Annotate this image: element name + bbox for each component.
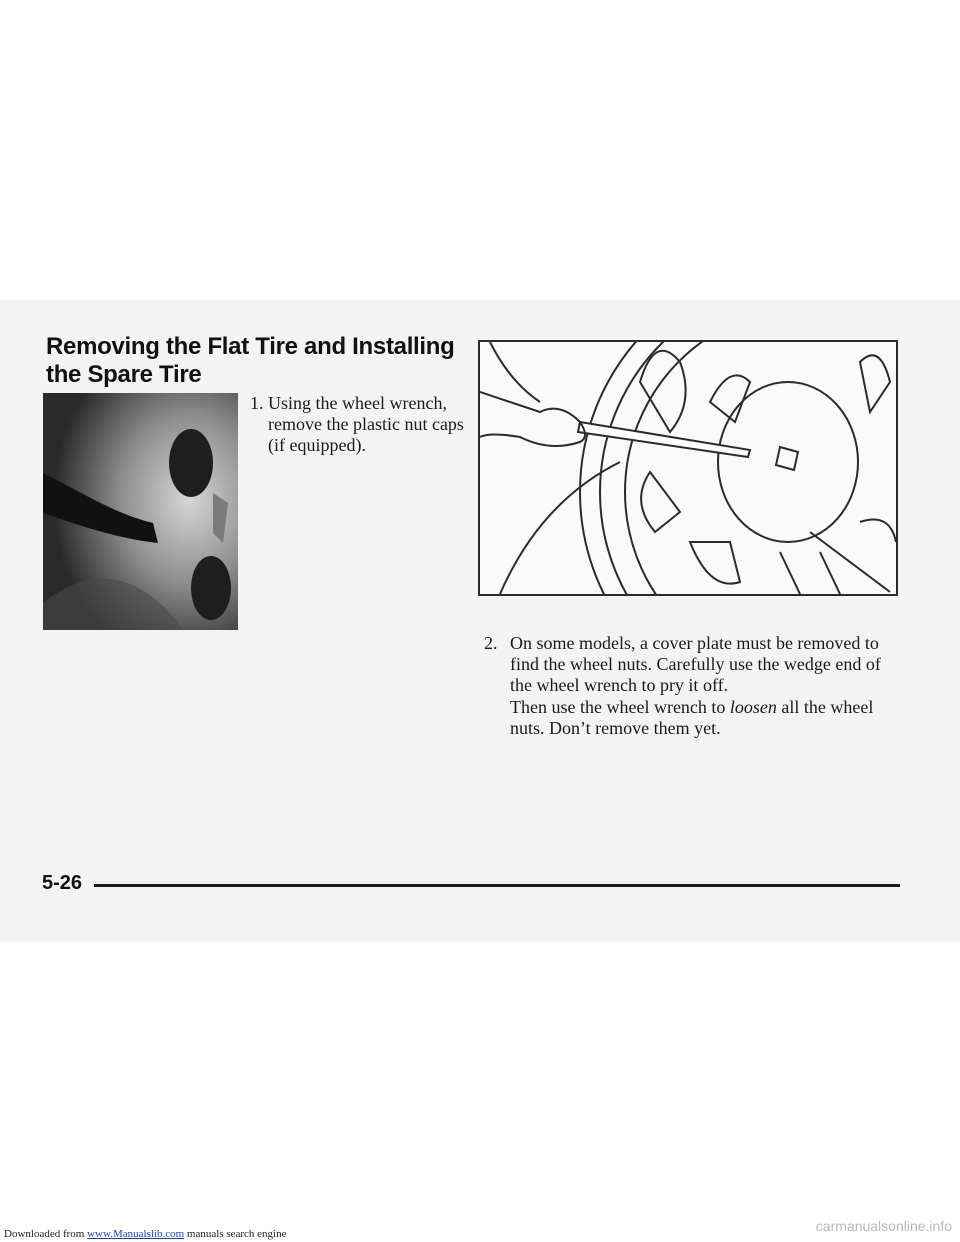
page-number: 5-26 [42, 872, 83, 894]
download-prefix: Downloaded from [4, 1228, 88, 1240]
footer-divider [94, 884, 900, 887]
paragraph-before: Then use the wheel wrench to [510, 697, 730, 717]
paragraph-emphasis: loosen [729, 697, 777, 717]
step-number: 2. [484, 633, 498, 653]
step-text: On some models, a cover plate must be removed to find the wheel nuts. Carefully use the wedge end of the wheel wrench to pry it off. [510, 633, 881, 695]
wheel-cover-illustration [478, 340, 898, 596]
step-text: Using the wheel wrench, remove the plastic nut caps (if equipped). [268, 393, 464, 455]
loosen-nuts-paragraph [510, 697, 900, 739]
download-suffix: manuals search engine [184, 1228, 287, 1240]
manualslib-link[interactable]: www.Manualslib.com [87, 1228, 185, 1240]
paragraph-after: all the wheel nuts. Don’t remove them yet. [510, 697, 874, 738]
step-number: 1. [250, 393, 264, 413]
section-heading: Removing the Flat Tire and Installing the Spare Tire [46, 333, 455, 388]
nut-cap-removal-photo [43, 393, 238, 630]
watermark: carmanualsonline.info [815, 1218, 952, 1234]
